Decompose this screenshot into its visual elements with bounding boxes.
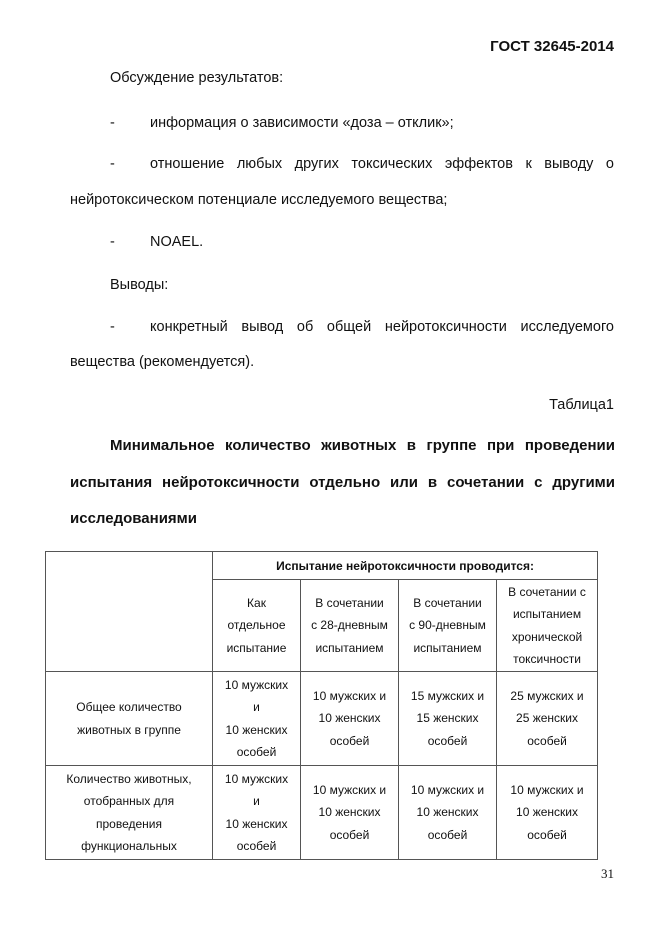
table-row [46,672,598,766]
table-cell: 10 мужских и 10 женских особей [301,672,399,766]
item-noael: NOAEL. [150,234,204,250]
table-cell: 10 мужских и 10 женских особей [497,766,598,860]
animal-count-table [45,551,598,860]
table-label: Таблица1 [549,397,614,413]
column-header: Как отдельное испытание [213,580,301,672]
column-header: В сочетании с испытанием хронической токсичности [497,580,598,672]
column-header: В сочетании с 90-дневным испытанием [399,580,497,672]
table-cell: 10 мужских и 10 женских особей [301,766,399,860]
bullet-dash: - [110,234,115,250]
item-toxic-effects-line2: нейротоксическом потенциале исследуемого вещества; [70,192,448,208]
table-group-header: Испытание нейротоксичности проводится: [213,552,598,580]
item-toxic-effects-line1: отношение любых других токсических эффектов к выводу о [150,156,614,172]
page-number: 31 [601,866,614,881]
table-cell: 15 мужских и 15 женских особей [399,672,497,766]
table-caption-line1: Минимальное количество животных в группе при проведении [110,437,615,454]
conclusions-heading: Выводы: [110,277,169,293]
table-caption-line3: исследованиями [70,510,197,527]
discussion-heading: Обсуждение результатов: [110,70,284,86]
table-cell: 10 мужских и 10 женских особей [213,766,301,860]
column-header: В сочетании с 28-дневным испытанием [301,580,399,672]
row-label: Количество животных, отобранных для проведения функциональных [46,766,213,860]
bullet-dash: - [110,115,115,131]
table-corner-cell [46,552,213,672]
table-cell: 10 мужских и 10 женских особей [399,766,497,860]
table-cell: 10 мужских и 10 женских особей [213,672,301,766]
standard-number: ГОСТ 32645-2014 [490,38,614,55]
row-label: Общее количество животных в группе [46,672,213,766]
table-row [46,766,598,860]
bullet-dash: - [110,156,115,172]
item-dose-response: информация о зависимости «доза – отклик»; [150,115,454,131]
item-conclusion-line2: вещества (рекомендуется). [70,354,255,370]
table-caption-line2: испытания нейротоксичности отдельно или в сочетании с другими [70,474,615,491]
bullet-dash: - [110,319,115,335]
item-conclusion-line1: конкретный вывод об общей нейротоксичности исследуемого [150,319,614,335]
table-cell: 25 мужских и 25 женских особей [497,672,598,766]
